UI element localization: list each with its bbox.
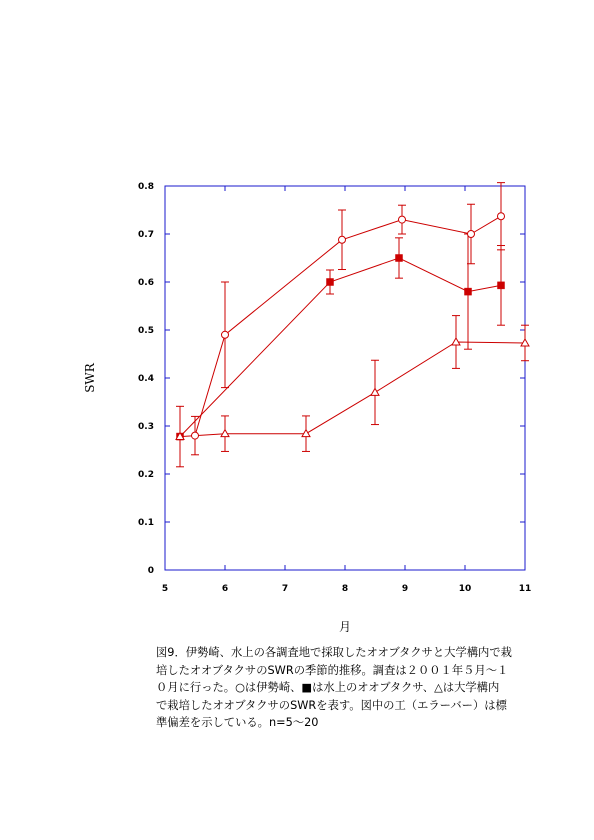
x-tick-label: 10 — [458, 584, 472, 594]
x-tick-label: 7 — [281, 584, 289, 594]
data-point-triangle — [302, 430, 310, 437]
caption-line: 図9．伊勢崎、水上の各調査地で採取したオオブタクサと大学構内で栽 — [156, 646, 512, 659]
data-point-square — [498, 282, 505, 289]
y-axis-title: SWR — [83, 363, 97, 393]
y-tick-label: 0.2 — [138, 470, 154, 480]
data-point-triangle — [452, 338, 460, 345]
data-point-triangle — [371, 388, 379, 395]
x-tick-label: 8 — [341, 584, 349, 594]
y-tick-label: 0.8 — [138, 182, 154, 192]
data-point-circle — [222, 331, 229, 338]
data-point-circle — [468, 231, 475, 238]
data-point-square — [396, 255, 403, 262]
data-point-circle — [192, 432, 199, 439]
data-point-circle — [498, 213, 505, 220]
caption-line: 培したオオブタクサのSWRの季節的推移。調査は２００１年５月～１ — [156, 663, 509, 677]
y-tick-label: 0.1 — [138, 518, 154, 528]
data-point-square — [465, 288, 472, 295]
y-tick-label: 0.3 — [138, 422, 154, 432]
series-line — [180, 258, 501, 437]
data-point-circle — [339, 236, 346, 243]
y-tick-label: 0.4 — [138, 374, 154, 384]
x-tick-label: 5 — [161, 584, 169, 594]
data-point-circle — [399, 216, 406, 223]
y-tick-label: 0.6 — [138, 278, 154, 288]
x-axis-title: 月 — [338, 620, 352, 634]
series-line — [180, 342, 525, 437]
caption-line: ０月に行った。○は伊勢崎、■は水上のオオブタクサ、△は大学構内 — [156, 681, 500, 694]
y-tick-label: 0 — [147, 566, 154, 576]
series-line — [195, 216, 501, 435]
x-tick-label: 6 — [221, 584, 229, 594]
caption-line: 準偏差を示している。n=5～20 — [156, 716, 319, 729]
caption-line: で栽培したオオブタクサのSWRを表す。図中の工（エラーバー）は標 — [156, 698, 507, 712]
data-point-triangle — [221, 430, 229, 437]
data-point-square — [327, 279, 334, 286]
x-tick-label: 11 — [518, 584, 532, 594]
figure-caption — [156, 644, 546, 732]
y-tick-label: 0.5 — [138, 326, 154, 336]
x-tick-label: 9 — [401, 584, 409, 594]
y-tick-label: 0.7 — [138, 230, 154, 240]
